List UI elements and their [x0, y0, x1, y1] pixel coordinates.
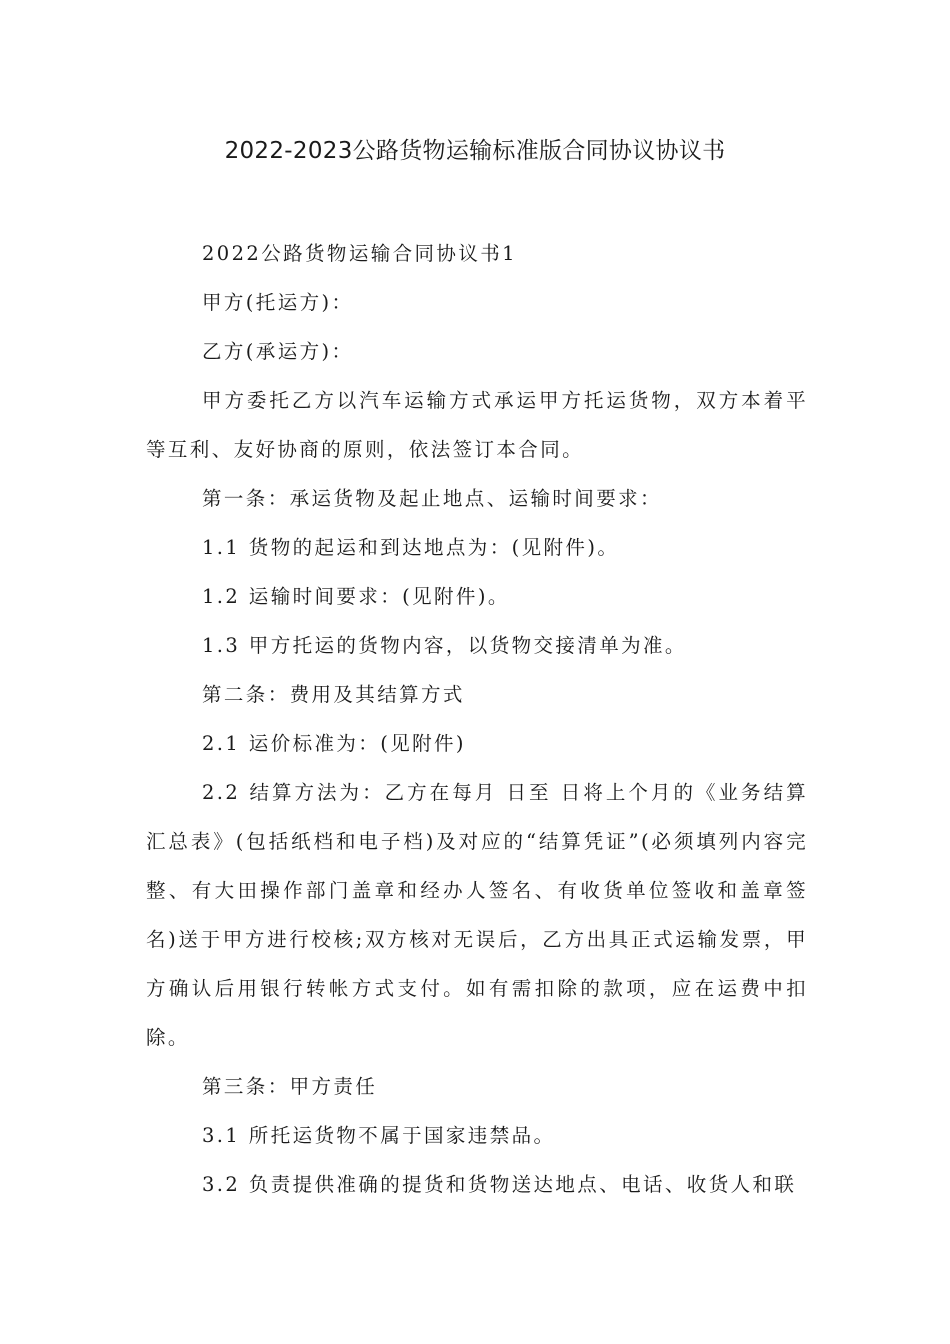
- document-body: [146, 229, 808, 1209]
- paragraph-party-a: 甲方(托运方)：: [202, 291, 354, 314]
- paragraph-clause-2-1: 2.1 运价标准为：(见附件): [202, 732, 466, 755]
- paragraph-party-b: 乙方(承运方)：: [202, 340, 354, 363]
- paragraph-clause-1-3: 1.3 甲方托运的货物内容，以货物交接清单为准。: [202, 634, 687, 657]
- paragraph-heading-1: 2022公路货物运输合同协议书1: [202, 242, 517, 265]
- paragraph-article-3: 第三条：甲方责任: [202, 1075, 378, 1098]
- paragraph-clause-3-2: 3.2 负责提供准确的提货和货物送达地点、电话、收货人和联: [202, 1173, 797, 1196]
- paragraph-clause-3-1: 3.1 所托运货物不属于国家违禁品。: [202, 1124, 556, 1147]
- paragraph-article-2: 第二条：费用及其结算方式: [202, 683, 465, 706]
- document-title: 2022-2023公路货物运输标准版合同协议协议书: [224, 138, 726, 164]
- paragraph-article-1: 第一条：承运货物及起止地点、运输时间要求：: [202, 487, 662, 510]
- paragraph-clause-1-1: 1.1 货物的起运和到达地点为：(见附件)。: [202, 536, 620, 559]
- paragraph-clause-1-2: 1.2 运输时间要求：(见附件)。: [202, 585, 510, 608]
- paragraph-preamble: 甲方委托乙方以汽车运输方式承运甲方托运货物，双方本着平等互利、友好协商的原则，依法签订本合同。: [146, 389, 808, 461]
- paragraph-clause-2-2: 2.2 结算方法为：乙方在每月 日至 日将上个月的《业务结算汇总表》(包括纸档和电子档)及对应的“结算凭证”(必须填列内容完整、有大田操作部门盖章和经办人签名、有收货单位签收和盖章签名)送于甲方进行校核;双方核对无误后，乙方出具正式运输发票，甲方确认后用银行转帐方式支付。如有需扣除的款项，应在运费中扣除。: [146, 781, 808, 1049]
